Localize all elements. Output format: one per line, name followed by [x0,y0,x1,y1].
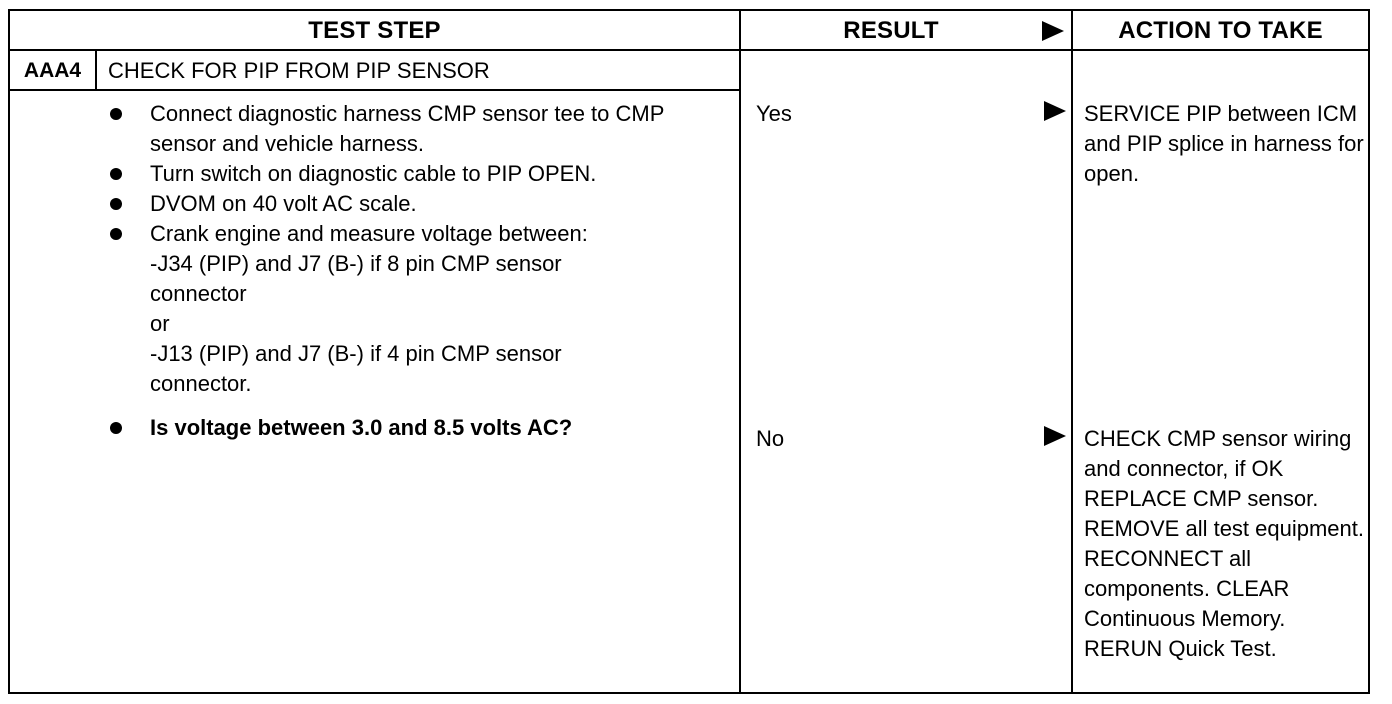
bullet-icon [110,168,122,180]
bullet-text: Crank engine and measure voltage between: [150,221,588,246]
result-yes: Yes [756,101,792,126]
result-no-arrow-icon [1044,426,1066,446]
result-no: No [756,426,785,451]
step-id-divider [95,51,97,91]
header-action: ACTION TO TAKE [1118,17,1323,44]
step-title-divider [10,89,741,91]
action-yes: SERVICE PIP between ICM and PIP splice in harness for open. [1084,101,1364,186]
step-title: CHECK FOR PIP FROM PIP SENSOR [108,58,490,83]
bullet-icon [110,198,122,210]
question-text: Is voltage between 3.0 and 8.5 volts AC? [150,415,573,440]
bullet-icon [110,108,122,120]
bullet-item [100,219,736,399]
column-divider-test-step [739,11,741,692]
column-divider-result [1071,11,1073,692]
bullet-item [100,189,736,219]
bullet-item [100,99,736,159]
header-result: RESULT [843,17,939,44]
result-yes-arrow-icon [1044,101,1066,121]
bullet-text: DVOM on 40 volt AC scale. [150,191,417,216]
header-arrow-icon [1042,21,1064,41]
bullet-icon [110,422,122,434]
bullet-item [100,159,736,189]
step-id: AAA4 [23,59,82,82]
action-no: CHECK CMP sensor wiring and connector, if OK REPLACE CMP sensor. REMOVE all test equipment. RECONNECT all components. CLEAR Continuous Memory. RERUN Quick Test. [1084,426,1365,661]
bullet-icon [110,228,122,240]
question-item [100,413,736,443]
bullet-text: Turn switch on diagnostic cable to PIP OPEN. [150,161,597,186]
test-step-table [8,9,1370,694]
test-step-bullets [100,99,736,443]
bullet-text: Connect diagnostic harness CMP sensor tee to CMP sensor and vehicle harness. [150,101,665,156]
header-test-step: TEST STEP [308,17,441,44]
measurement-details: -J34 (PIP) and J7 (B-) if 8 pin CMP sensor connector or -J13 (PIP) and J7 (B-) if 4 pin CMP sensor connector. [150,251,562,396]
